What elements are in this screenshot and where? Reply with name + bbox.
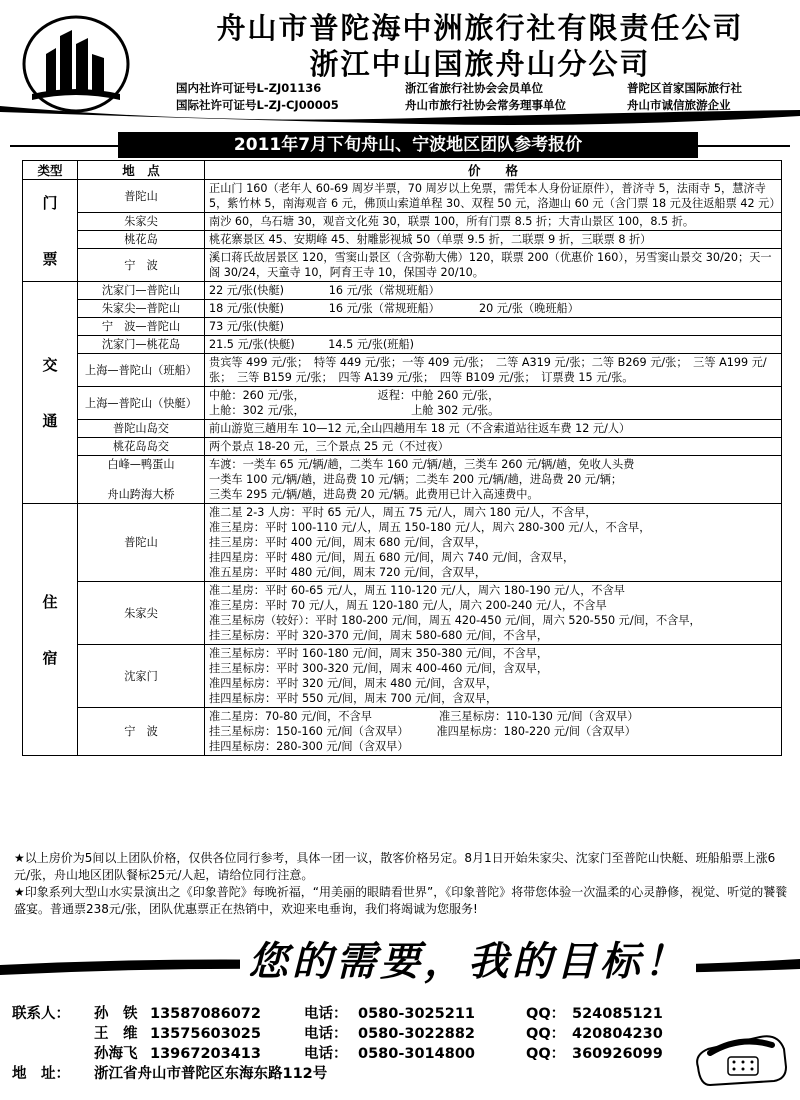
table-row: [23, 318, 782, 336]
contact-row: [12, 1024, 672, 1044]
price-cell: 两个景点 18-20 元，三个景点 25 元（不过夜）: [205, 438, 782, 456]
place-cell: 桃花岛岛交: [78, 438, 205, 456]
page-title: 2011年7月下旬舟山、宁波地区团队参考报价: [118, 132, 698, 158]
header: [0, 0, 800, 128]
license-international: 国际社许可证号L-ZJ-CJ00005: [176, 98, 339, 112]
price-cell: 前山游览三趟用车 10—12 元,全山四趟用车 18 元（不含索道站往返车费 12 元/人）: [205, 420, 782, 438]
table-row: [23, 249, 782, 282]
honor-credit: 舟山市诚信旅游企业: [627, 98, 731, 112]
header-swoosh: [0, 100, 800, 130]
place-cell: 沈家门: [78, 645, 205, 708]
category-lodging: 住 宿: [23, 504, 78, 756]
contact-tel[interactable]: 0580-3014800: [358, 1046, 475, 1062]
table-row: [23, 387, 782, 420]
contact-label: 联系人：: [12, 1006, 70, 1022]
price-cell: 正山门 160（老年人 60-69 周岁半票，70 周岁以上免票，需凭本人身份证原件），普济寺 5，法雨寺 5，慧济寺 5，紫竹林 5，南海观音 6 元，佛顶山索道单程 30、双程 50 元，洛迦山 60 元（含门票 18 元及往返船票 42 元）: [205, 180, 782, 213]
contact-mobile[interactable]: 13967203413: [150, 1046, 261, 1062]
table-header-row: [23, 161, 782, 180]
price-cell: 22 元/张(快艇) 16 元/张（常规班船）: [205, 282, 782, 300]
contact-row: [12, 1004, 672, 1024]
contact-mobile[interactable]: 13587086072: [150, 1006, 261, 1022]
contact-row: [12, 1044, 672, 1064]
honor-first-intl: 普陀区首家国际旅行社: [627, 81, 742, 95]
table-row: [23, 708, 782, 756]
table-row: [23, 336, 782, 354]
place-cell: 朱家尖—普陀山: [78, 300, 205, 318]
table-row: [23, 420, 782, 438]
table-row: [23, 438, 782, 456]
company-name-secondary: 浙江中山国旅舟山分公司: [309, 47, 651, 81]
place-cell: 白峰—鸭蛋山 舟山跨海大桥: [78, 456, 205, 504]
header-type: 类型: [23, 161, 78, 180]
tel-label: 电话：: [304, 1026, 348, 1042]
membership-board: 舟山市旅行社协会常务理事单位: [405, 98, 566, 112]
place-cell: 沈家门—桃花岛: [78, 336, 205, 354]
contact-name: 孙 铁: [94, 1006, 138, 1022]
price-cell: 贵宾等 499 元/张； 特等 449 元/张；一等 409 元/张； 二等 A319 元/张；二等 B269 元/张； 三等 A199 元/张； 三等 B159 元/张； 四等 A139 元/张； 四等 B109 元/张； 订票费 15 元/张。: [205, 354, 782, 387]
contact-qq[interactable]: 524085121: [572, 1006, 663, 1022]
place-cell: 朱家尖: [78, 582, 205, 645]
table-row: [23, 354, 782, 387]
address-label: 地 址：: [12, 1066, 70, 1082]
price-cell: 桃花寨景区 45、安期峰 45、射雕影视城 50（单票 9.5 折，二联票 9 折，三联票 8 折）: [205, 231, 782, 249]
place-cell: 普陀山岛交: [78, 420, 205, 438]
price-cell: 准二星 2-3 人房：平时 65 元/人，周五 75 元/人，周六 180 元/人，不含早， 准三星房：平时 100-110 元/人，周五 150-180 元/人，周六 280-300 元/人，不含早， 挂三星房：平时 400 元/间，周末 680 元/间，含双早， 挂四星房：平时 480 元/间，周五 680 元/间，周六 740 元/间，含双早， 准五星房：平时 480 元/间，周末 720 元/间，含双早，: [205, 504, 782, 582]
notes: [14, 850, 790, 918]
contact-name: 王 维: [94, 1026, 138, 1042]
qq-label: QQ：: [526, 1006, 566, 1022]
place-cell: 沈家门—普陀山: [78, 282, 205, 300]
place-cell: 宁 波: [78, 708, 205, 756]
table-row: [23, 300, 782, 318]
table-row: [23, 213, 782, 231]
place-cell: 朱家尖: [78, 213, 205, 231]
place-cell: 桃花岛: [78, 231, 205, 249]
table-row: [23, 282, 782, 300]
place-cell: 宁 波: [78, 249, 205, 282]
contact-qq[interactable]: 360926099: [572, 1046, 663, 1062]
qq-label: QQ：: [526, 1026, 566, 1042]
table-row: [23, 231, 782, 249]
company-name-primary: 舟山市普陀海中洲旅行社有限责任公司: [216, 11, 744, 45]
contact-tel[interactable]: 0580-3022882: [358, 1026, 475, 1042]
address: 浙江省舟山市普陀区东海东路112号: [94, 1066, 328, 1082]
note-room-price: ★以上房价为5间以上团队价格，仅供各位同行参考，具体一团一议，散客价格另定。8月1日开始朱家尖、沈家门至普陀山快艇、班船船票上涨6元/张，舟山地区团队餐标25元/人起，请给位同行注意。: [14, 851, 776, 882]
price-cell: 南沙 60，乌石塘 30，观音文化苑 30，联票 100，所有门票 8.5 折；大青山景区 100，8.5 折。: [205, 213, 782, 231]
membership-association: 浙江省旅行社协会会员单位: [405, 81, 543, 95]
price-cell: 准二星房：70-80 元/间，不含早 准三星标房：110-130 元/间（含双早） 挂三星标房：150-160 元/间（含双早） 准四星标房：180-220 元/间（含双早） 挂四星标房：280-300 元/间（含双早）: [205, 708, 782, 756]
slogan: 您的需要，我的目标！: [240, 930, 696, 987]
license-domestic: 国内社许可证号L-ZJ01136: [176, 81, 322, 95]
price-cell: 18 元/张(快艇) 16 元/张（常规班船） 20 元/张（晚班船）: [205, 300, 782, 318]
table-row: [23, 180, 782, 213]
table-row: [23, 645, 782, 708]
price-cell: 准三星标房：平时 160-180 元/间，周末 350-380 元/间，不含早， 挂三星标房：平时 300-320 元/间，周末 400-460 元/间，含双早， 准四星标房：平时 320 元/间，周末 480 元/间，含双早， 挂四星标房：平时 550 元/间，周末 700 元/间，含双早，: [205, 645, 782, 708]
contact-tel[interactable]: 0580-3025211: [358, 1006, 475, 1022]
price-table: [22, 160, 782, 756]
place-cell: 上海—普陀山（班船）: [78, 354, 205, 387]
place-cell: 普陀山: [78, 180, 205, 213]
header-price: 价 格: [205, 161, 782, 180]
price-cell: 溪口蒋氏故居景区 120，雪窦山景区（含弥勒大佛）120，联票 200（优惠价 160），另雪窦山景交 30/20；天一阁 30/24，天童寺 10，阿育王寺 10，保国寺 20/10。: [205, 249, 782, 282]
price-cell: 中舱：260 元/张， 返程：中舱 260 元/张， 上舱：302 元/张， 上舱 302 元/张。: [205, 387, 782, 420]
price-cell: 21.5 元/张(快艇) 14.5 元/张(班船): [205, 336, 782, 354]
place-cell: 上海—普陀山（快艇）: [78, 387, 205, 420]
table-row: [23, 582, 782, 645]
place-cell: 宁 波—普陀山: [78, 318, 205, 336]
contact-name: 孙海飞: [94, 1046, 138, 1062]
tel-label: 电话：: [304, 1046, 348, 1062]
price-cell: 73 元/张(快艇): [205, 318, 782, 336]
table-row: [23, 456, 782, 504]
category-tickets: 门 票: [23, 180, 78, 282]
qq-label: QQ：: [526, 1046, 566, 1062]
header-place: 地 点: [78, 161, 205, 180]
table-row: [23, 504, 782, 582]
address-row: [12, 1064, 672, 1084]
note-impression-show: ★印象系列大型山水实景演出之《印象普陀》每晚祈福，“用美丽的眼睛看世界”，《印象普陀》将带您体验一次温柔的心灵静修，视觉、听觉的饕餮盛宴。普通票238元/张，团队优惠票正在热销中，欢迎来电垂询，我们将竭诚为您服务!: [14, 885, 788, 916]
price-cell: 准二星房：平时 60-65 元/人，周五 110-120 元/人，周六 180-190 元/人，不含早 准三星房：平时 70 元/人，周五 120-180 元/人，周六 200-240 元/人，不含早 准三星标房（较好）：平时 180-200 元/间，周五 420-450 元/间，周六 520-550 元/间，不含早， 挂三星标房：平时 320-370 元/间，周末 580-680 元/间，不含早，: [205, 582, 782, 645]
contact-mobile[interactable]: 13575603025: [150, 1026, 261, 1042]
telephone-icon: [690, 1015, 790, 1090]
price-cell: 车渡：一类车 65 元/辆/趟，二类车 160 元/辆/趟，三类车 260 元/辆/趟，免收人头费 一类车 100 元/辆/趟，进岛费 10 元/辆；二类车 200 元/辆/趟，进岛费 20 元/辆； 三类车 295 元/辆/趟，进岛费 20 元/辆。此费用已计入高速费中。: [205, 456, 782, 504]
tel-label: 电话：: [304, 1006, 348, 1022]
company-logo: [22, 14, 130, 114]
contact-block: [12, 1004, 672, 1084]
category-transport: 交 通: [23, 282, 78, 504]
place-cell: 普陀山: [78, 504, 205, 582]
contact-qq[interactable]: 420804230: [572, 1026, 663, 1042]
